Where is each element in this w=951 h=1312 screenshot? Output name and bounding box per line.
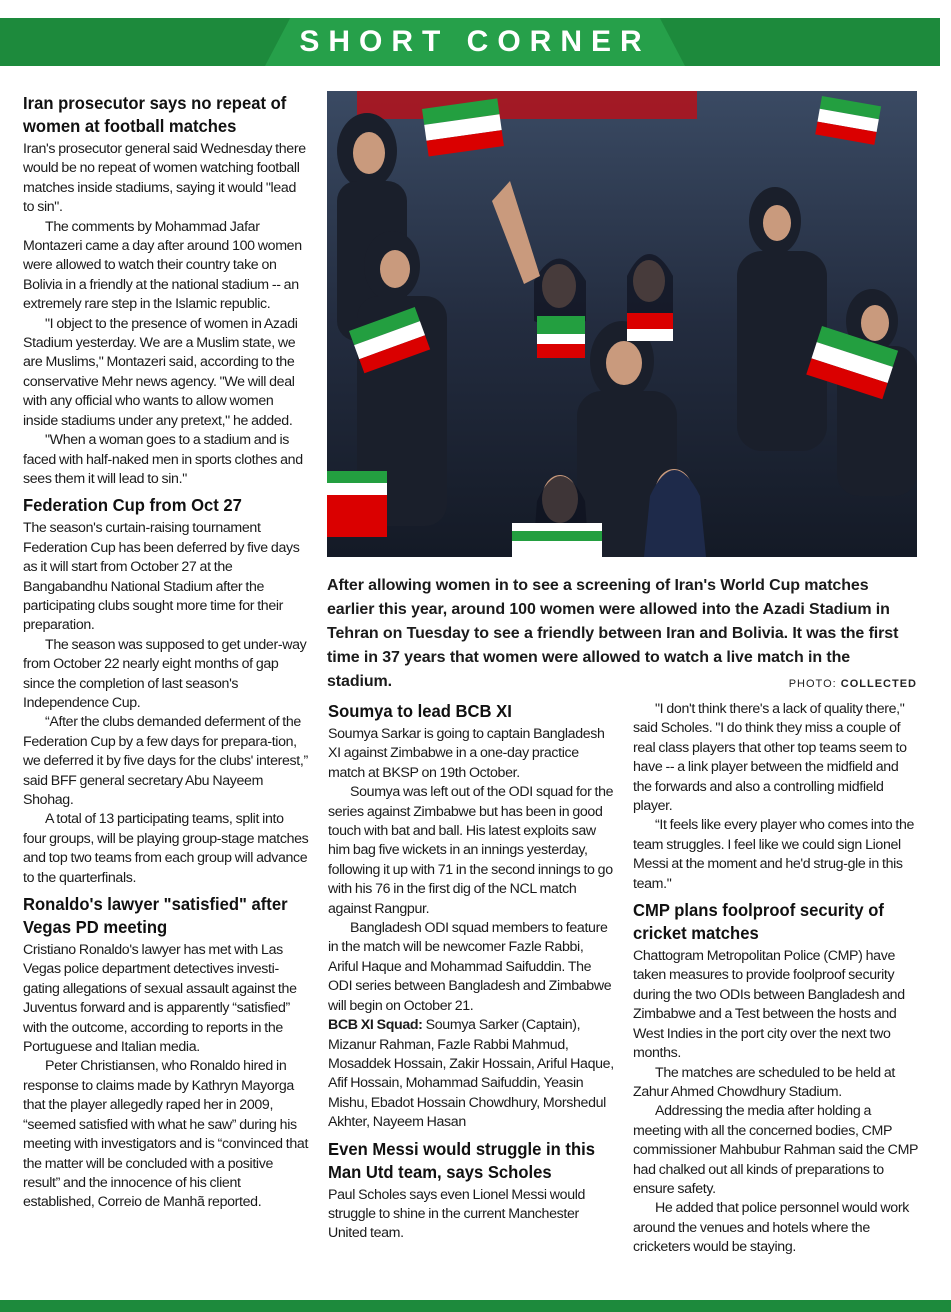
story-paragraph: The matches are scheduled to be held at Zahur Ahmed Chowdhury Stadium.: [633, 1064, 895, 1100]
section-title: SHORT CORNER: [299, 25, 651, 58]
story-paragraph: He added that police personnel would work around the venues and hotels where the cricketers would be staying.: [633, 1200, 909, 1256]
story-headline: Iran prosecutor says no repeat of women at football matches: [23, 93, 287, 136]
story-paragraph: The season's curtain-raising tournament Federation Cup has been deferred by five days as it will start from October 27 at the Bangabandhu National Stadium after the participating clubs sought more time for their preparation.: [23, 520, 300, 634]
story-headline: CMP plans foolproof security of cricket matches: [633, 900, 884, 944]
story-paragraph: Soumya Sarkar is going to captain Bangladesh XI against Zimbabwe in a one-day practice match at BKSP on 19th October.: [328, 726, 605, 781]
stadium-photo: [327, 91, 917, 557]
story-messi: [328, 1138, 614, 1244]
footer-bar: [0, 1300, 951, 1312]
story-paragraph: "I don't think there's a lack of quality there," said Scholes. "I do think they miss a couple of real class players that other top teams seem to have -- a link player between the midfield and the forwards and also a controlling midfield player.: [633, 701, 907, 815]
story-paragraph: Cristiano Ronaldo's lawyer has met with Las Vegas police department detectives investi-gating allegations of sexual assault against the Juventus forward and is apparently “satisfied” with the outcome, according to reports in the Portuguese and Italian media.: [23, 942, 297, 1056]
story-paragraph: Iran's prosecutor general said Wednesday there would be no repeat of women watching football matches inside stadiums, saying it would "lead to sin".: [23, 141, 306, 216]
story-soumya: [328, 700, 614, 1133]
story-paragraph: Peter Christiansen, who Ronaldo hired in response to claims made by Kathryn Mayorga that the player allegedly raped her in 2009, “seemed satisfied with what he saw” during his meeting with investigators and is “convinced that the matter will be concluded with a positive result” and the innocence of his client established, Correio de Manhã reported.: [23, 1058, 309, 1211]
squad-label: BCB XI Squad:: [328, 1017, 423, 1034]
photo-caption: After allowing women in to see a screening of Iran's World Cup matches earlier this year, around 100 women were allowed into the Azadi Stadium in Tehran on Tuesday to see a friendly between Iran and Bolivia. It was the first time in 37 years that women were allowed to watch a live match in the stadium.: [327, 577, 899, 690]
story-paragraph: Soumya was left out of the ODI squad for the series against Zimbabwe but has been in good touch with bat and ball. His latest exploits saw him bag five wickets in an innings yesterday, following it up with 71 in the second innings to go with his 76 in the first dig of the NCL match against Rangpur.: [328, 784, 614, 917]
middle-column: [328, 700, 614, 1249]
story-paragraph: The season was supposed to get under-way from October 22 nearly eight months of gap since the completion of last season's Independence Cup.: [23, 636, 307, 711]
photo-illustration: [327, 91, 917, 557]
story-paragraph: Paul Scholes says even Lionel Messi would struggle to shine in the current Manchester United team.: [328, 1186, 586, 1242]
story-headline: Ronaldo's lawyer "satisfied" after Vegas PD meeting: [23, 894, 288, 938]
photo-credit-label: PHOTO:: [788, 678, 837, 690]
story-messi-continued: [633, 700, 919, 894]
story-iran: [23, 92, 309, 489]
story-paragraph: A total of 13 participating teams, split into four groups, will be playing group-stage matches and top two teams from each group will advance to the quarterfinals.: [23, 811, 309, 886]
right-column: [633, 700, 919, 1263]
story-paragraph: The comments by Mohammad Jafar Montazeri came a day after around 100 women were allowed to watch their country take on Bolivia in a friendly at the national stadium -- an extremely rare step in the Islamic republic.: [23, 218, 302, 313]
photo-credit: [789, 678, 917, 690]
squad-list: [328, 1016, 614, 1132]
story-paragraph: Bangladesh ODI squad members to feature in the match will be newcomer Fazle Rabbi, Ariful Haque and Mohammad Saifuddin. The ODI series between Bangladesh and Zimbabwe will begin on October 21.: [328, 920, 612, 1014]
story-headline: Federation Cup from Oct 27: [23, 495, 242, 516]
story-paragraph: Chattogram Metropolitan Police (CMP) have taken measures to provide foolproof security during the two ODIs between Bangladesh and Zimbabwe and a Test between the hosts and West Indies in the port city over the next two months.: [633, 948, 905, 1062]
story-headline: Even Messi would struggle in this Man Utd team, says Scholes: [328, 1138, 595, 1182]
story-paragraph: Addressing the media after holding a meeting with all the concerned bodies, CMP commissioner Mahbubur Rahman said the CMP had chalked out all kinds of preparations to ensure safety.: [633, 1103, 918, 1197]
story-paragraph: “After the clubs demanded deferment of the Federation Cup by a few days for prepara-tion, we deferred it by five days for the clubs' interest,” said BFF general secretary Abu Nayeem Shohag.: [23, 714, 308, 808]
left-column: [23, 92, 309, 1218]
photo-credit-source: COLLECTED: [840, 678, 917, 690]
story-ronaldo: [23, 893, 309, 1213]
squad-names: Soumya Sarker (Captain), Mizanur Rahman, Fazle Rabbi Mahmud, Mosaddek Hossain, Zakir Hossain, Ariful Haque, Afif Hossain, Mohammad Saifuddin, Yeasin Mishu, Ebadot Hossain Chowdhury, Morshedul Akhter, Nayeem Hasan: [328, 1017, 614, 1131]
story-cmp: [633, 899, 919, 1258]
story-paragraph: “It feels like every player who comes into the team struggles. I feel like we could sign Lionel Messi at the moment and he'd strug-gle in this team.": [633, 817, 915, 892]
story-headline: Soumya to lead BCB XI: [328, 701, 512, 721]
story-paragraph: "I object to the presence of women in Azadi Stadium yesterday. We are a Muslim state, we are Muslims," Montazeri said, according to the conservative Mehr news agency. "We will deal with any official who wants to allow women inside stadiums under any pretext," he added.: [23, 315, 298, 429]
story-federation-cup: [23, 494, 309, 888]
story-paragraph: "When a woman goes to a stadium and is faced with half-naked men in sports clothes and sees them it will lead to sin.": [23, 432, 303, 487]
